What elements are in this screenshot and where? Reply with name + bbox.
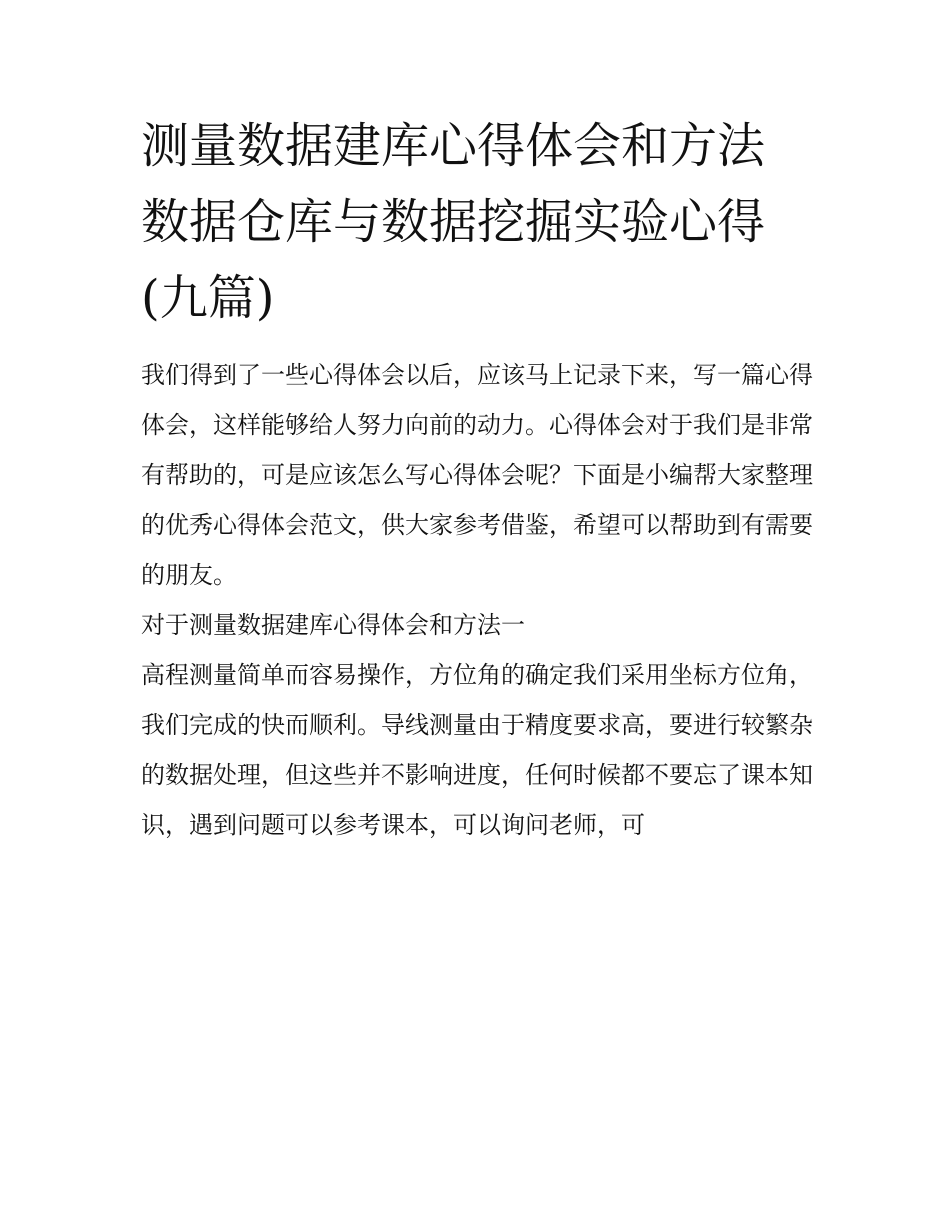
document-content <box>141 108 813 850</box>
body-paragraph: 高程测量简单而容易操作，方位角的确定我们采用坐标方位角，我们完成的快而顺利。导线测量由于精度要求高，要进行较繁杂的数据处理，但这些并不影响进度，任何时候都不要忘了课本知识，遇到问题可以参考课本，可以询问老师，可 <box>141 661 813 839</box>
document-title: 测量数据建库心得体会和方法 数据仓库与数据挖掘实验心得(九篇) <box>141 118 766 326</box>
intro-paragraph: 我们得到了一些心得体会以后，应该马上记录下来，写一篇心得体会，这样能够给人努力向前的动力。心得体会对于我们是非常有帮助的，可是应该怎么写心得体会呢？下面是小编帮大家整理的优秀心得体会范文，供大家参考借鉴，希望可以帮助到有需要的朋友。 <box>141 361 813 589</box>
section-heading: 对于测量数据建库心得体会和方法一 <box>141 611 525 639</box>
